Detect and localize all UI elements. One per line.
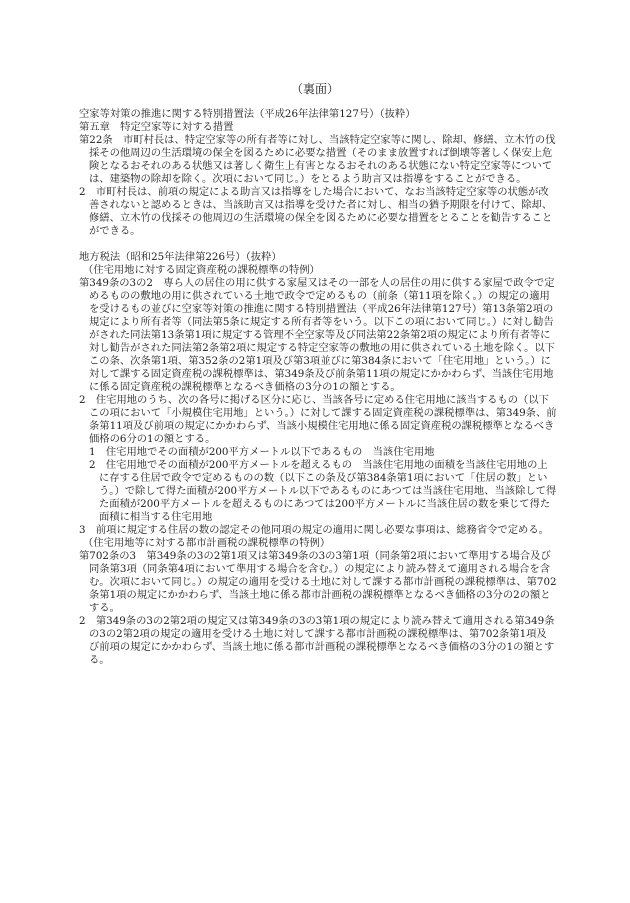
article-702-3-paragraph-2: 2 第349条の3の2第2項の規定又は第349条の3の3第1項の規定により読み替えて適用される第349条の3の2第2項の規定の適用を受ける土地に対して課する都市計画税の課税標準は、第702条第1項及び前項の規定にかかわらず、当該土地に係る都市計画税の課税標準となるべき価格の3分の1の額とする。 [79, 615, 555, 666]
law2-section [79, 251, 557, 667]
law2-heading: 地方税法（昭和25年法律第226号）（抜粋） [79, 251, 282, 263]
law2-subheading-city-planning: （住宅用地等に対する都市計画税の課税標準の特例） [83, 537, 331, 549]
article-702-3-paragraph-1: 第702条の3 第349条の3の2第1項又は第349条の3の3第1項（同条第2項において準用する場合及び同条第3項（同条第4項において準用する場合を含む。）の規定により読み替えて適用される場合を含む。次項において同じ。）の規定の適用を受ける土地に対して課する都市計画税の課税標準は、第702条第1項の規定にかかわらず、当該土地に係る都市計画税の課税標準となるべき価格の3分の2の額とする。 [79, 550, 557, 614]
article-349-item-2: 2 住宅用地でその面積が200平方メートルを超えるもの 当該住宅用地の面積を当該住宅用地の上に存する住居で政令で定めるものの数（以下この条及び第384条第1項において「住居の数」という。）で除して得た面積が200平方メートル以下であるものにあつては当該住宅用地、当該除して得た面積が200平方メートルを超えるものにあつては200平方メートルに当該住居の数を乗じて得た面積に相当する住宅用地 [89, 459, 557, 523]
law1-section [79, 108, 557, 238]
article-22-paragraph-1: 第22条 市町村長は、特定空家等の所有者等に対し、当該特定空家等に関し、除却、修繕、立木竹の伐採その他周辺の生活環境の保全を図るために必要な措置（そのまま放置すれば倒壊等著しく保安上危険となるおそれのある状態又は著しく衛生上有害となるおそれのある状態にない特定空家等については、建築物の除却を除く。次項において同じ。）をとるよう助言又は指導をすることができる。 [79, 134, 556, 185]
article-349-item-1: 1 住宅用地でその面積が200平方メートル以下であるもの 当該住宅用地 [89, 446, 435, 458]
article-22-paragraph-2: 2 市町村長は、前項の規定による助言又は指導をした場合において、なお当該特定空家等の状態が改善されないと認めるときは、当該助言又は指導を受けた者に対し、相当の猶予期限を付けて、除却、修繕、立木竹の伐採その他周辺の生活環境の保全を図るために必要な措置をとることを勧告することができる。 [79, 186, 553, 237]
law1-chapter: 第五章 特定空家等に対する措置 [79, 121, 234, 133]
document-body [79, 108, 557, 667]
article-349-3-2-paragraph-1: 第349条の3の2 専ら人の居住の用に供する家屋又はその一部を人の居住の用に供する家屋で政令で定めるものの敷地の用に供されている土地で政令で定めるもの（前条（第11項を除く。）の規定の適用を受けるもの並びに空家等対策の推進に関する特別措置法（平成26年法律第127号）第13条第2項の規定により所有者等（同法第5条に規定する所有者等をいう。以下この項において同じ。）に対し勧告がされた同法第13条第1項に規定する管理不全空家等及び同法第22条第2項の規定により所有者等に対し勧告がされた同法第2条第2項に規定する特定空家等の敷地の用に供されている土地を除く。以下この条、次条第1項、第352条の2第1項及び第3項並びに第384条において「住宅用地」という。）に対して課する固定資産税の課税標準は、第349条及び前条第11項の規定にかかわらず、当該住宅用地に係る固定資産税の課税標準となるべき価格の3分の1の額とする。 [79, 277, 555, 393]
article-349-3-2-paragraph-2: 2 住宅用地のうち、次の各号に掲げる区分に応じ、当該各号に定める住宅用地に該当するもの（以下この項において「小規模住宅用地」という。）に対して課する固定資産税の課税標準は、第349条、前条第11項及び前項の規定にかかわらず、当該小規模住宅用地に係る固定資産税の課税標準となるべき価格の6分の1の額とする。 [79, 394, 557, 445]
article-349-3-2-paragraph-3: 3 前項に規定する住居の数の認定その他同項の規定の適用に関し必要な事項は、総務省令で定める。 [79, 524, 549, 536]
law1-heading: 空家等対策の推進に関する特別措置法（平成26年法律第127号）（抜粋） [79, 108, 416, 120]
section-gap [79, 238, 557, 251]
page-title: （裏面） [290, 82, 339, 96]
law2-subheading-residential: （住宅用地に対する固定資産税の課税標準の特例） [83, 264, 320, 276]
